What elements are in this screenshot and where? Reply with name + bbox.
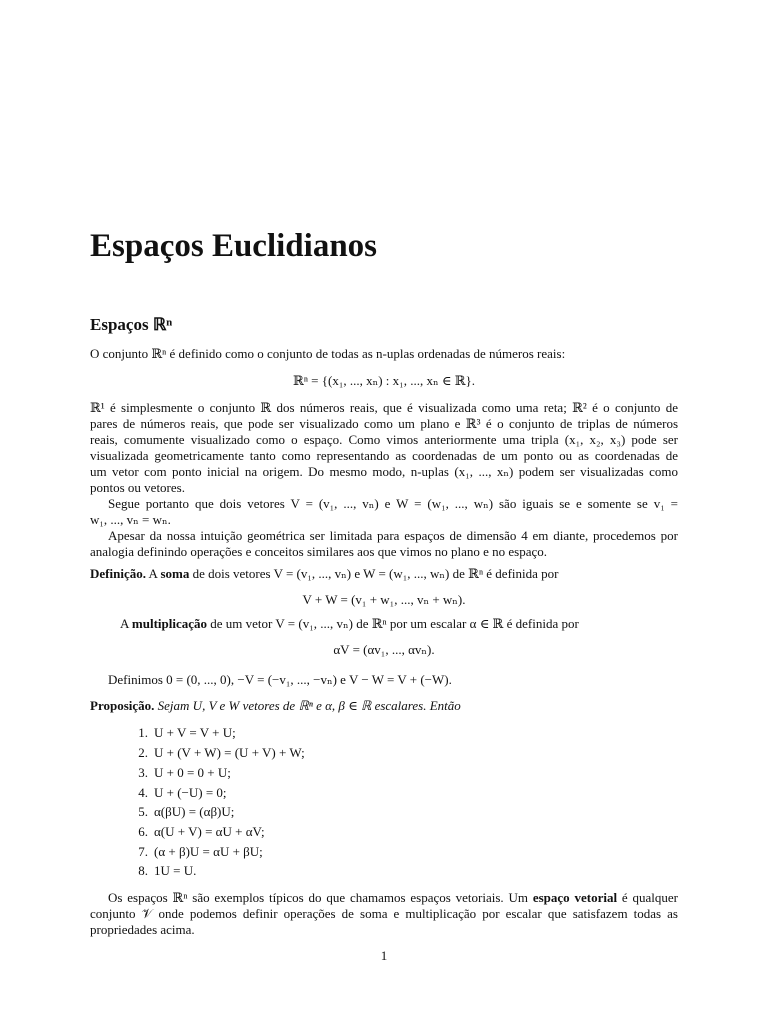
- list-item-text: U + V = V + U;: [154, 725, 236, 740]
- list-item-text: U + 0 = 0 + U;: [154, 765, 231, 780]
- list-item-number: 5.: [138, 804, 148, 819]
- list-item: [130, 804, 234, 820]
- para1-line: ℝ¹ é simplesmente o conjunto ℝ dos números reais, que é visualizada como uma reta; ℝ² é o conjunto de: [90, 400, 678, 415]
- definition-soma: [90, 566, 678, 582]
- term-multiplicacao: multiplicação: [131, 616, 208, 631]
- closing-line: [108, 890, 678, 906]
- proposition-statement: Sejam U, V e W vetores de ℝⁿ e α, β ∈ ℝ escalares. Então: [157, 698, 461, 713]
- equation-mult: αV = (αv₁, ..., αvₙ).: [333, 642, 435, 657]
- list-item-number: 8.: [138, 863, 148, 878]
- list-item-number: 4.: [138, 785, 148, 800]
- list-item-number: 6.: [138, 824, 148, 839]
- chapter-title: Espaços Euclidianos: [90, 228, 378, 264]
- list-item-text: U + (V + W) = (U + V) + W;: [154, 745, 305, 760]
- page-number: 1: [380, 948, 388, 963]
- list-item: [130, 765, 231, 781]
- equation-soma: V + W = (v₁ + w₁, ..., vₙ + wₙ).: [302, 592, 466, 607]
- proposition: [90, 698, 678, 714]
- para2-line: Segue portanto que dois vetores V = (v₁, ..., vₙ) e W = (w₁, ..., wₙ) são iguais se e somente se v₁ =: [108, 496, 678, 511]
- list-item-number: 3.: [138, 765, 148, 780]
- term-soma: soma: [160, 566, 190, 581]
- para1-line: pontos ou vetores.: [90, 480, 185, 495]
- para1-line: um vetor com ponto inicial na origem. Do mesmo modo, n-uplas (x₁, ..., xₙ) podem ser visualizadas como: [90, 464, 678, 479]
- definition-label: Definição.: [90, 566, 146, 581]
- closing-text: é qualquer: [617, 890, 678, 905]
- proposition-label: Proposição.: [90, 698, 155, 713]
- definition-mult: [120, 616, 678, 632]
- list-item: [130, 785, 227, 801]
- list-item-number: 1.: [138, 725, 148, 740]
- para1-line: pares de números reais, que pode ser visualizado como um plano e ℝ³ é o conjunto de triplas de números: [90, 416, 678, 431]
- para1-line: visualizada geometricamente tanto como representando as coordenadas de um ponto ou as coordenadas de: [90, 448, 678, 463]
- list-item-text: α(βU) = (αβ)U;: [154, 804, 235, 819]
- list-item: [130, 844, 263, 860]
- intro-line: O conjunto ℝⁿ é definido como o conjunto de todas as n-uplas ordenadas de números reais:: [90, 346, 566, 361]
- para3-line: Apesar da nossa intuição geométrica ser limitada para espaços de dimensão 4 em diante, procedemos por: [108, 528, 678, 543]
- para1-line: reais, comumente visualizado como o espaço. Como vimos anteriormente uma tripla (x₁, x₂, x₃) pode ser: [90, 432, 678, 447]
- list-item: [130, 745, 305, 761]
- list-item-text: (α + β)U = αU + βU;: [154, 844, 263, 859]
- closing-line: propriedades acima.: [90, 922, 195, 937]
- list-item: [130, 725, 236, 741]
- list-item: [130, 863, 196, 879]
- equation-rn: ℝⁿ = {(x₁, ..., xₙ) : x₁, ..., xₙ ∈ ℝ}.: [293, 373, 475, 388]
- list-item-number: 2.: [138, 745, 148, 760]
- definition-text: de um vetor V = (v₁, ..., vₙ) de ℝⁿ por um escalar α ∈ ℝ é definida por: [207, 616, 579, 631]
- definitions-line: Definimos 0 = (0, ..., 0), −V = (−v₁, ..., −vₙ) e V − W = V + (−W).: [108, 672, 452, 687]
- term-espaco-vetorial: espaço vetorial: [532, 890, 618, 905]
- list-item-text: α(U + V) = αU + αV;: [154, 824, 265, 839]
- definition-text: A: [120, 616, 132, 631]
- definition-text: A: [148, 566, 161, 581]
- list-item-text: 1U = U.: [154, 863, 197, 878]
- closing-line: conjunto 𝒱 onde podemos definir operações de soma e multiplicação por escalar que satisfazem todas as: [90, 906, 678, 921]
- definition-text: de dois vetores V = (v₁, ..., vₙ) e W = (w₁, ..., wₙ) de ℝⁿ é definida por: [189, 566, 559, 581]
- list-item-text: U + (−U) = 0;: [154, 785, 227, 800]
- closing-text: Os espaços ℝⁿ são exemplos típicos do que chamamos espaços vetoriais. Um: [108, 890, 533, 905]
- list-item-number: 7.: [138, 844, 148, 859]
- section-title: Espaços ℝⁿ: [90, 315, 173, 334]
- para2-line: w₁, ..., vₙ = wₙ.: [90, 512, 171, 527]
- para3-line: analogia definindo operações e conceitos similares aos que vimos no plano e no espaço.: [90, 544, 548, 559]
- list-item: [130, 824, 265, 840]
